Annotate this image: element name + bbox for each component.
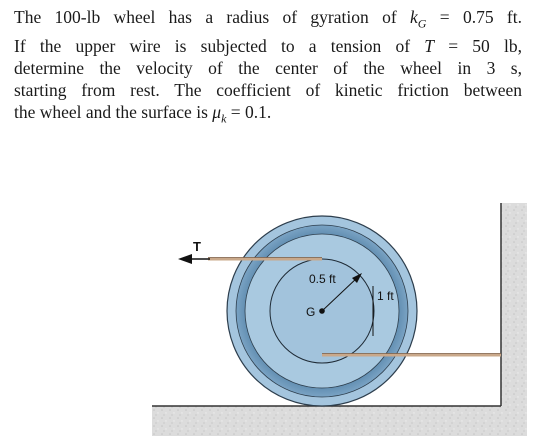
problem-line-1-value: = 0.75 ft. xyxy=(426,7,522,27)
inner-radius-label: 0.5 ft xyxy=(309,272,336,286)
problem-line-5-text: the wheel and the surface is xyxy=(14,101,213,122)
symbol-T: T xyxy=(424,35,435,56)
center-point xyxy=(319,308,325,314)
symbol-mu-subscript: k xyxy=(221,111,227,125)
wall-texture xyxy=(501,203,527,408)
problem-line-2-text: If the upper wire is subjected to a tension of xyxy=(14,35,425,56)
ground-texture xyxy=(152,406,527,436)
problem-line-5-value: = 0.1. xyxy=(226,101,272,122)
outer-radius-label: 1 ft xyxy=(377,289,394,303)
tension-arrowhead xyxy=(178,254,192,264)
problem-line-2-value: = 50 lb, xyxy=(434,35,523,56)
symbol-mu: μ xyxy=(212,101,222,122)
symbol-k-subscript: G xyxy=(417,16,427,31)
tension-label: T xyxy=(193,239,201,254)
center-label: G xyxy=(306,305,316,319)
problem-line-1-text: The 100-lb wheel has a radius of gyration of xyxy=(14,7,410,27)
problem-line-3: determine the velocity of the center of the wheel in 3 s, xyxy=(14,57,522,78)
problem-line-4: starting from rest. The coefficient of kinetic friction between xyxy=(14,79,522,100)
symbol-k: k xyxy=(409,7,418,27)
